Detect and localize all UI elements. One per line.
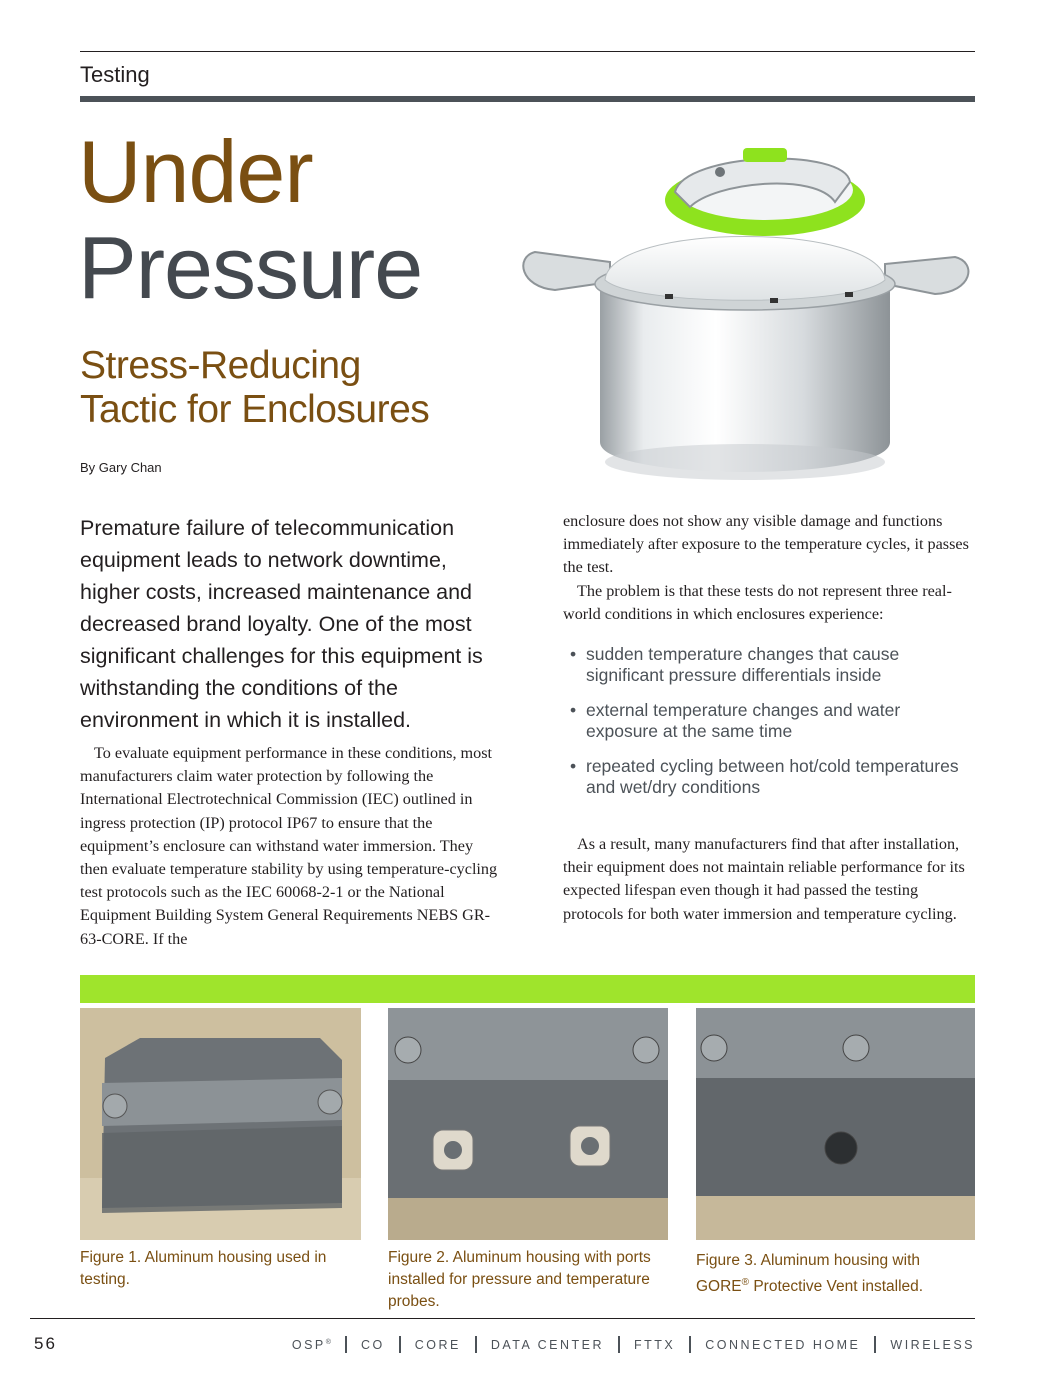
subtitle-line-2: Tactic for Enclosures (80, 388, 430, 431)
figure-2-photo (388, 1008, 668, 1240)
lead-paragraph: Premature failure of telecommunication equipment leads to network downtime, higher costs, increased maintenance and decreased brand loyalty. One of the most significant challenges for this equipment is withstanding the conditions of the environment in which it is installed. (80, 516, 483, 732)
body-paragraph: As a result, many manufacturers find that after installation, their equipment does not maintain reliable performance for its expected lifespan even though it had passed the testing protocols for both water immersion and temperature cycling. (563, 835, 965, 923)
footer-separator (475, 1336, 477, 1353)
figure-1-photo (80, 1008, 361, 1240)
footer-nav (292, 1336, 975, 1353)
subtitle (80, 344, 520, 432)
registered-mark: ® (741, 1277, 750, 1288)
figure-3-photo (696, 1008, 975, 1240)
body-column-right-top (563, 510, 975, 626)
footer-nav-label: OSP (291, 1337, 326, 1352)
footer-nav-item-core: CORE (414, 1337, 461, 1352)
bullet-text: external temperature changes and water exposure at the same time (586, 700, 901, 741)
subtitle-line-1: Stress-Reducing (80, 344, 361, 387)
footer-nav-item-osp (292, 1338, 331, 1352)
bullet-symbol: • (570, 644, 577, 664)
pressure-cooker-image (515, 112, 975, 502)
title-line-2: Pressure (78, 218, 423, 317)
registered-mark: ® (325, 1338, 331, 1346)
footer-separator (874, 1336, 876, 1353)
bullet-list (570, 644, 975, 812)
body-paragraph: The problem is that these tests do not represent three real-world conditions in which enclosures experience: (563, 581, 952, 623)
header-bar (80, 96, 975, 102)
figure-band (80, 975, 975, 1003)
top-rule (80, 51, 975, 52)
figure-3-caption (696, 1250, 966, 1298)
bullet-item (570, 756, 975, 798)
bullet-symbol: • (570, 756, 577, 776)
footer-nav-item-connected-home: CONNECTED HOME (705, 1337, 861, 1352)
footer-nav-item-wireless: WIRELESS (890, 1337, 975, 1352)
caption-text: Figure 3. Aluminum housing with GORE (696, 1252, 921, 1296)
bullet-text: repeated cycling between hot/cold temperatures and wet/dry conditions (586, 756, 959, 797)
body-paragraph: To evaluate equipment performance in these conditions, most manufacturers claim water protection by following the International Electrotechnical Commission (IEC) outlined in ingress protection (IP) protocol IP67 to ensure that the equipment’s enclosure can withstand water immersion. They then evaluate temperature stability by using temperature-cycling test protocols such as the IEC 60068-2-1 or the National Equipment Building System General Requirements NEBS GR-63-CORE. If the (80, 744, 498, 948)
footer-separator (618, 1336, 620, 1353)
title-line-1: Under (78, 122, 313, 221)
footer-separator (345, 1336, 347, 1353)
bullet-text: sudden temperature changes that cause significant pressure differentials inside (586, 644, 900, 685)
footer-nav-item-data-center: DATA CENTER (490, 1337, 604, 1352)
footer-rule (30, 1318, 975, 1319)
body-column-right-bottom (563, 833, 975, 926)
section-label: Testing (80, 62, 150, 87)
bullet-item (570, 644, 975, 686)
body-paragraph: enclosure does not show any visible damage and functions immediately after exposure to the temperature cycles, it passes the test. (563, 512, 969, 577)
footer-nav-item-co: CO (360, 1337, 385, 1352)
page-number: 56 (34, 1334, 57, 1353)
caption-text: Protective Vent installed. (749, 1278, 924, 1296)
footer-separator (689, 1336, 691, 1353)
footer-separator (399, 1336, 401, 1353)
body-column-left (80, 742, 500, 951)
figure-2-caption: Figure 2. Aluminum housing with ports installed for pressure and temperature probes. (388, 1249, 651, 1310)
bullet-item (570, 700, 975, 742)
byline: By Gary Chan (80, 460, 162, 475)
bullet-symbol: • (570, 700, 577, 720)
footer-nav-item-fttx: FTTX (633, 1337, 676, 1352)
figure-1-caption: Figure 1. Aluminum housing used in testing. (80, 1249, 327, 1288)
